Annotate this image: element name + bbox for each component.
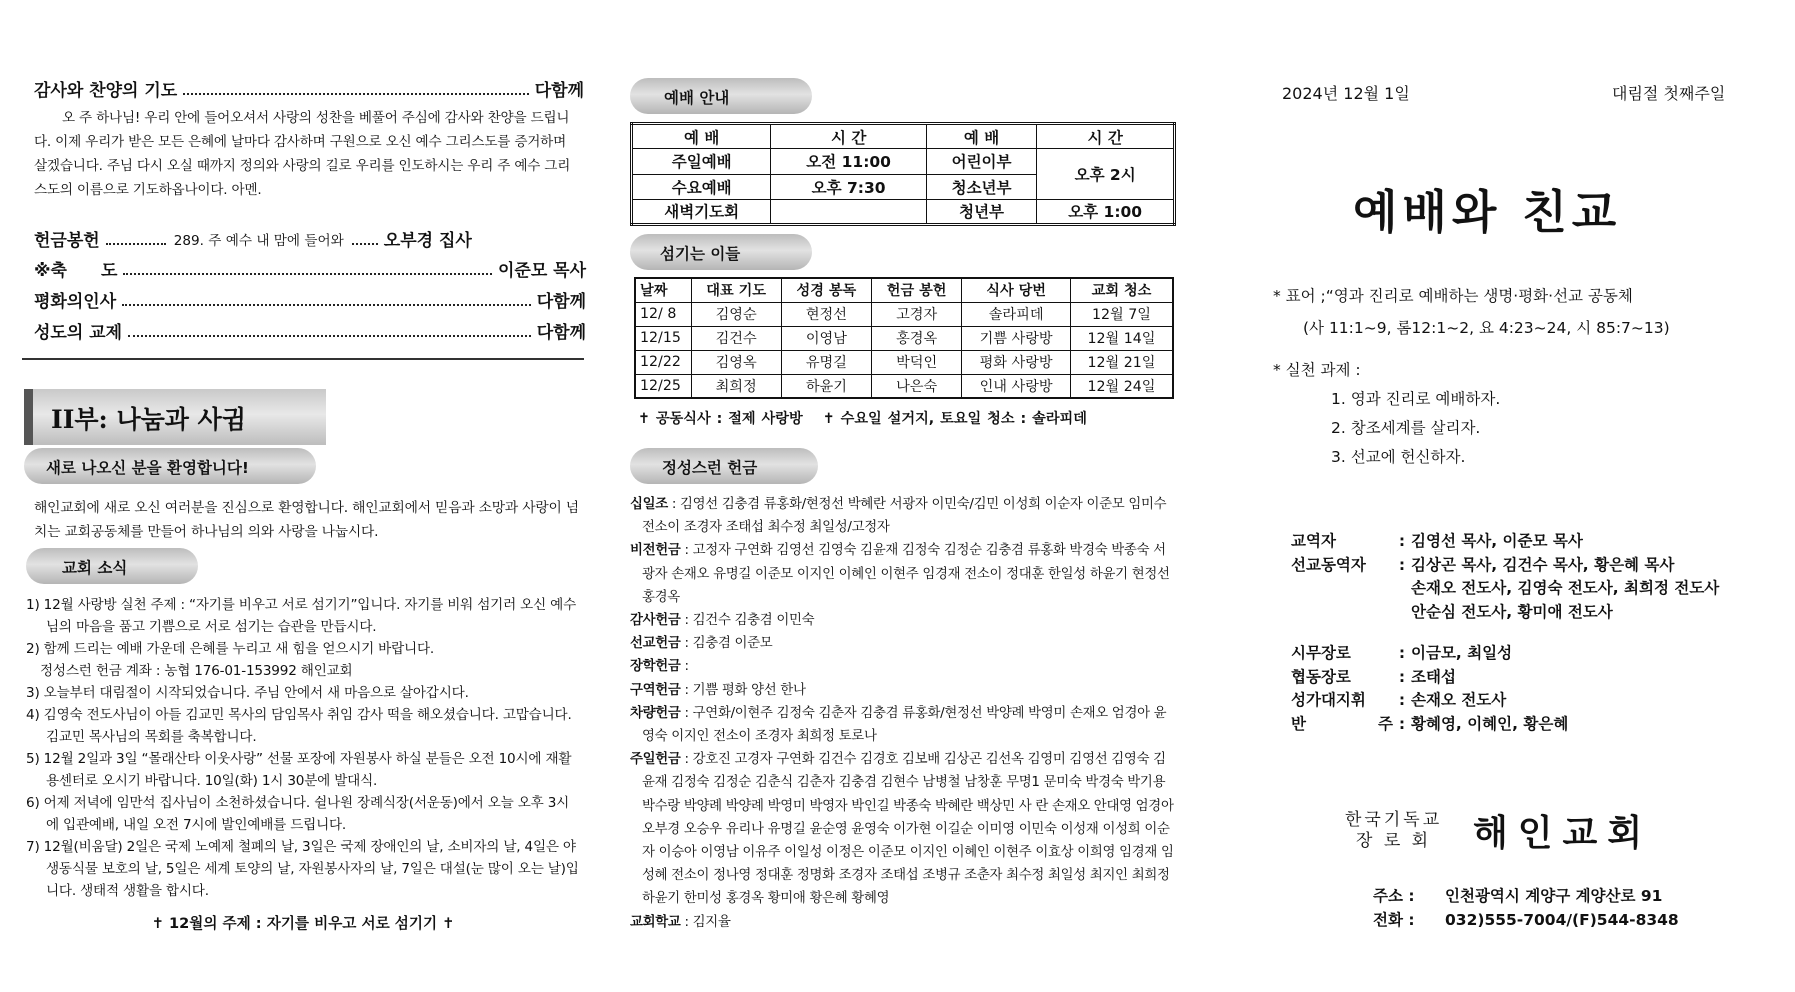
table-cell: 박덕인 xyxy=(872,350,962,374)
offering-label: 교회학교 xyxy=(630,914,681,930)
welcome-text: 해인교회에 새로 오신 여러분을 진심으로 환영합니다. 해인교회에서 믿음과 소망과 사랑이 넘치는 교회공동체를 만들어 하나님의 의와 사랑을 나눕시다. xyxy=(34,500,579,540)
service-heading: 예배 안내 xyxy=(630,78,812,114)
order-leader: 다함께 xyxy=(536,323,586,343)
right-column xyxy=(1255,0,1795,992)
table-cell: 수요예배 xyxy=(632,174,771,199)
table-cell: 현정선 xyxy=(781,302,871,326)
staff-row xyxy=(1291,713,1791,737)
staff-row xyxy=(1291,530,1791,554)
offering-item: 감사헌금 : 김건수 김충겸 이민숙 xyxy=(630,613,815,629)
staff-role: 교역자 xyxy=(1291,532,1336,550)
table-row xyxy=(635,302,1173,326)
table-cell: 12/25 xyxy=(635,374,691,398)
table-row xyxy=(635,326,1173,350)
order-name: 헌금봉헌 xyxy=(34,231,100,251)
order-leader: 이준모 목사 xyxy=(497,261,586,281)
dotted-leader xyxy=(122,304,531,306)
part-two-title: II부: 나눔과 사귐 xyxy=(24,389,326,445)
offering-names: 김영선 김충겸 류홍화/현정선 박혜란 서광자 이민숙/김민 이성희 이순자 이준모 임미수 전소이 조경자 조태섭 최수정 최일성/고정자 xyxy=(642,497,1167,536)
section-divider xyxy=(22,358,584,360)
staff-role: 시무장로 xyxy=(1291,644,1351,662)
offering-label: 장학헌금 xyxy=(630,659,681,675)
address: 인천광역시 계양구 계양산로 91 xyxy=(1445,887,1663,905)
staff-role: 성가대지휘 xyxy=(1291,691,1366,709)
offering-label: 차량헌금 xyxy=(630,705,681,721)
offering-label: 구역헌금 xyxy=(630,682,681,698)
order-row-offering xyxy=(34,226,586,251)
table-cell: 새벽기도회 xyxy=(632,199,771,224)
colon: : xyxy=(1398,667,1406,686)
motto-scripture: (사 11:1~9, 롬12:1~2, 요 4:23~24, 시 85:7~13) xyxy=(1303,319,1670,337)
elders-list xyxy=(1291,642,1791,736)
news-item: 5) 12월 2일과 3일 “몰래산타 이웃사랑” 선물 포장에 자원봉사 하실 분들은 오전 10시에 재활용센터로 오시기 바랍니다. 10일(화) 1시 30분에 발대식. xyxy=(26,751,572,789)
table-cell: 12월 21일 xyxy=(1071,350,1174,374)
news-heading: 교회 소식 xyxy=(26,548,198,584)
table-cell: 12월 14일 xyxy=(1071,326,1174,350)
table-cell: 청년부 xyxy=(926,199,1036,224)
tasks-title: * 실천 과제 : xyxy=(1273,361,1361,379)
dotted-leader xyxy=(352,243,378,245)
table-header: 날짜 xyxy=(635,278,691,302)
dotted-leader xyxy=(128,335,531,337)
table-header: 헌금 봉헌 xyxy=(872,278,962,302)
motto xyxy=(1273,280,1793,344)
prayer-text: 오 주 하나님! 우리 안에 들어오셔서 사랑의 성찬을 베풀어 주심에 감사와 찬양을 드립니다. 이제 우리가 받은 모든 은혜에 날마다 감사하며 구원으로 오신 예수 그리스도를 증거하며 살겠습니다. 주님 다시 오실 때까지 정의와 사랑의 길로 우리를 인도하시는 우리 주 예수 그리스도의 이름으로 기도하옵나이다. 아멘. xyxy=(34,110,571,198)
dotted-leader xyxy=(123,273,492,275)
offering-item: 교회학교 : 김지율 xyxy=(630,914,731,930)
news-item: 2) 함께 드리는 예배 가운데 은혜를 누리고 새 힘을 얻으시기 바랍니다. xyxy=(26,641,435,657)
table-row xyxy=(635,374,1173,398)
table-cell: 오후 1:00 xyxy=(1037,199,1175,224)
order-leader: 오부경 집사 xyxy=(383,231,472,251)
staff-role: 반 주 xyxy=(1291,714,1393,733)
denomination-line: 장 로 회 xyxy=(1356,831,1432,851)
offering-names: 기쁨 평화 양선 한나 xyxy=(692,682,806,698)
address-label: 주소 : xyxy=(1373,887,1415,905)
service-table xyxy=(630,122,1176,226)
offering-names: 강호진 고경자 구연화 김건수 김경호 김보배 김상곤 김선옥 김영미 김영선 김영숙 김윤재 김정숙 김정순 김춘식 김춘자 김충겸 김현수 남병철 남창훈 무명1 문미숙 박경숙 박기용 박수랑 박양례 박양례 박영미 박영자 박인길 박종숙 박혜란 백상민 사 란 손재오 안대영 엄경아 오부경 오승우 유리나 유명길 윤순영 윤영숙 이가현 이길순 이미영 이민숙 이성재 이성희 이순자 이승아 이영남 이유주 이일성 이정은 이준모 이지인 이혜인 이현주 이효상 이희영 임경재 임성혜 전소이 정나영 정대훈 정명화 조경자 조태섭 조병규 조춘자 최수정 최일성 최지인 최희정 하윤기 한미성 홍경옥 황미애 황은혜 황혜영 xyxy=(642,752,1174,907)
offering-item: 장학헌금 : xyxy=(630,659,689,675)
prayer-title: 감사와 찬양의 기도 xyxy=(34,81,178,101)
table-cell: 최희정 xyxy=(691,374,781,398)
table-header: 예 배 xyxy=(632,124,771,149)
table-cell: 나은숙 xyxy=(872,374,962,398)
motto-line: * 표어 ;“영과 진리로 예배하는 생명·평화·선교 공동체 xyxy=(1273,287,1633,305)
table-cell: 김건수 xyxy=(691,326,781,350)
table-cell: 12/15 xyxy=(635,326,691,350)
offering-heading: 정성스런 헌금 xyxy=(630,448,818,484)
dotted-leader xyxy=(183,76,529,95)
offering-label: 선교헌금 xyxy=(630,636,681,652)
task-item: 1. 영과 진리로 예배하자. xyxy=(1331,390,1501,408)
offering-list xyxy=(630,493,1178,934)
staff-line: 김상곤 목사, 김건수 목사, 황은혜 목사 xyxy=(1411,555,1675,574)
table-cell: 오전 11:00 xyxy=(771,149,926,174)
news-item: 1) 12월 사랑방 실천 주제 : “자기를 비우고 서로 섬기기”입니다. 자기를 비워 섬기러 오신 예수님의 마음을 품고 기쁨으로 서로 섬기는 습관을 만듭시다. xyxy=(26,597,577,635)
table-cell: 김영옥 xyxy=(691,350,781,374)
staff-names xyxy=(1411,554,1791,625)
task-item: 2. 창조세계를 살리자. xyxy=(1331,419,1481,437)
table-header: 식사 당번 xyxy=(962,278,1071,302)
phone-row xyxy=(1373,908,1679,932)
order-hymn: 289. 주 예수 내 맘에 들어와 xyxy=(173,233,344,249)
table-cell: 12월 7일 xyxy=(1071,302,1174,326)
table-cell: 어린이부 xyxy=(926,149,1036,174)
table-cell: 12월 24일 xyxy=(1071,374,1174,398)
staff-names: 손재오 전도사 xyxy=(1411,691,1507,709)
offering-names: 김충겸 이준모 xyxy=(692,636,773,652)
offering-item: 주일헌금 : 강호진 고경자 구연화 김건수 김경호 김보배 김상곤 김선옥 김영미 김영선 김영숙 김윤재 김정숙 김정순 김춘식 김춘자 김충겸 김현수 남병철 남창훈 무명1 문미숙 박경숙 박기용 박수랑 박양례 박양례 박영미 박영자 박인길 박종숙 박혜란 백상민 사 란 손재오 안대영 엄경아 오부경 오승우 유리나 유명길 윤순영 윤영숙 이가현 이길순 이미영 이민숙 이성재 이성희 이순자 이승아 이영남 이유주 이일성 이정은 이준모 이지인 이혜인 이현주 이효상 이희영 임경재 임성혜 전소이 정나영 정대훈 정명화 조경자 조태섭 조병규 조춘자 최수정 최일성 최지인 최희정 하윤기 한미성 홍경옥 황미애 황은혜 황혜영 xyxy=(630,752,1174,907)
contact-info xyxy=(1373,884,1679,932)
servers-note: ✝ 공동식사 : 절제 사랑방 ✝ 수요일 설거지, 토요일 청소 : 솔라피데 xyxy=(638,411,1087,427)
staff-role: 협동장로 xyxy=(1291,667,1351,686)
colon: : xyxy=(1398,714,1406,733)
staff-names: 조태섭 xyxy=(1411,667,1456,686)
offering-label: 비전헌금 xyxy=(630,543,681,559)
table-cell: 기쁨 사랑방 xyxy=(962,326,1071,350)
table-cell: 오후 7:30 xyxy=(771,174,926,199)
offering-names: 구연화/이현주 김정숙 김춘자 김충겸 류홍화/현정선 박양례 박영미 손재오 엄경아 윤영숙 이지인 전소이 조경자 최희정 토로나 xyxy=(642,705,1167,745)
staff-row xyxy=(1291,689,1791,713)
task-item: 3. 선교에 헌신하자. xyxy=(1331,448,1466,466)
address-row xyxy=(1373,884,1679,908)
offering-label: 주일헌금 xyxy=(630,752,681,768)
prayer-leader: 다함께 xyxy=(534,81,584,101)
order-row-peace xyxy=(34,287,586,312)
table-row xyxy=(632,124,1175,149)
offering-names: 김지율 xyxy=(692,914,731,930)
news-list xyxy=(26,594,580,902)
denomination xyxy=(1345,810,1442,852)
staff-row xyxy=(1291,666,1791,690)
table-cell: 청소년부 xyxy=(926,174,1036,199)
left-column xyxy=(22,0,584,992)
order-leader: 다함께 xyxy=(536,292,586,312)
table-cell: 주일예배 xyxy=(632,149,771,174)
table-row xyxy=(632,199,1175,224)
news-item: 정성스런 헌금 계좌 : 농협 176-01-153992 해인교회 xyxy=(40,663,353,679)
offering-item: 구역헌금 : 기쁨 평화 양선 한나 xyxy=(630,682,806,698)
staff-names: 이금모, 최일성 xyxy=(1411,644,1513,662)
staff-names: 황혜영, 이혜인, 황은혜 xyxy=(1411,714,1569,733)
news-item: 4) 김영숙 전도사님이 아들 김교민 목사의 담임목사 취임 감사 떡을 해오셨습니다. 고맙습니다. 김교민 목사님의 목회를 축복합니다. xyxy=(26,707,572,745)
offering-names: 김건수 김충겸 이민숙 xyxy=(692,613,815,629)
order-row-benediction xyxy=(34,256,586,281)
table-cell: 하윤기 xyxy=(781,374,871,398)
table-row xyxy=(635,350,1173,374)
welcome-heading: 새로 나오신 분을 환영합니다! xyxy=(24,448,316,484)
table-cell: 평화 사랑방 xyxy=(962,350,1071,374)
table-cell: 오후 2시 xyxy=(1037,149,1175,200)
table-row xyxy=(632,149,1175,174)
table-cell: 홍경옥 xyxy=(872,326,962,350)
table-row xyxy=(635,278,1173,302)
table-cell xyxy=(771,199,926,224)
monthly-theme: ✝ 12월의 주제 : 자기를 비우고 서로 섬기기 ✝ xyxy=(151,915,455,932)
dotted-leader xyxy=(106,243,166,245)
offering-item: 비전헌금 : 고정자 구연화 김영선 김영숙 김윤재 김정숙 김정순 김충겸 류홍화 박경숙 박종숙 서광자 손재오 유명길 이준모 이지인 이혜인 이현주 임경재 전소이 정대훈 한일성 하윤기 현정선 홍경옥 xyxy=(630,543,1170,605)
table-cell: 인내 사랑방 xyxy=(962,374,1071,398)
news-item: 3) 오늘부터 대림절이 시작되었습니다. 주님 안에서 새 마음으로 살아갑시다. xyxy=(26,685,469,701)
offering-label: 십일조 xyxy=(630,497,668,512)
staff-list xyxy=(1291,530,1791,624)
table-header: 시 간 xyxy=(771,124,926,149)
colon: : xyxy=(1398,691,1406,709)
order-name: 평화의인사 xyxy=(34,292,117,312)
offering-label: 감사헌금 xyxy=(630,613,681,629)
table-header: 교회 청소 xyxy=(1071,278,1174,302)
news-item: 6) 어제 저녁에 임만석 집사님이 소천하셨습니다. 쉴나원 장례식장(서운동)에서 오늘 오후 3시에 입관예배, 내일 오전 7시에 발인예배를 드립니다. xyxy=(26,795,570,833)
staff-role: 선교동역자 xyxy=(1291,555,1366,574)
order-row-fellowship xyxy=(34,318,586,343)
offering-names: 고정자 구연화 김영선 김영숙 김윤재 김정숙 김정순 김충겸 류홍화 박경숙 박종숙 서광자 손재오 유명길 이준모 이지인 이혜인 이현주 임경재 전소이 정대훈 한일성 하윤기 현정선 홍경옥 xyxy=(642,543,1170,605)
order-name: ※축 도 xyxy=(34,261,118,281)
liturgical-sunday: 대림절 첫째주일 xyxy=(1612,84,1726,103)
prayer-heading xyxy=(34,76,584,101)
staff-row xyxy=(1291,554,1791,625)
middle-column xyxy=(630,0,1185,992)
bulletin-title: 예배와 친교 xyxy=(1353,185,1622,239)
staff-line: 안순심 전도사, 황미애 전도사 xyxy=(1411,602,1613,621)
offering-item: 십일조 : 김영선 김충겸 류홍화/현정선 박혜란 서광자 이민숙/김민 이성희 이순자 이준모 임미수 전소이 조경자 조태섭 최수정 최일성/고정자 xyxy=(630,497,1167,536)
staff-row xyxy=(1291,642,1791,666)
table-cell: 솔라피데 xyxy=(962,302,1071,326)
table-cell: 이영남 xyxy=(781,326,871,350)
offering-item: 차량헌금 : 구연화/이현주 김정숙 김춘자 김충겸 류홍화/현정선 박양례 박영미 손재오 엄경아 윤영숙 이지인 전소이 조경자 최희정 토로나 xyxy=(630,705,1167,745)
news-item: 7) 12월(비움달) 2일은 국제 노예제 철폐의 날, 3일은 국제 장애인의 날, 소비자의 날, 4일은 야생동식물 보호의 날, 5일은 세계 토양의 날, 자원봉사자의 날, 7일은 대설(눈 많이 오는 날)입니다. 생태적 생활을 합시다. xyxy=(26,839,579,899)
table-cell: 12/22 xyxy=(635,350,691,374)
church-name: 해인교회 xyxy=(1473,813,1653,854)
staff-line: 손재오 전도사, 김영숙 전도사, 최희정 전도사 xyxy=(1411,579,1720,597)
staff-names: 김영선 목사, 이준모 목사 xyxy=(1411,532,1583,550)
table-cell: 고경자 xyxy=(872,302,962,326)
servers-table xyxy=(634,277,1174,399)
table-header: 대표 기도 xyxy=(691,278,781,302)
practice-tasks xyxy=(1273,356,1773,472)
colon: : xyxy=(1398,555,1406,574)
table-cell: 12/ 8 xyxy=(635,302,691,326)
colon: : xyxy=(1398,644,1406,662)
table-cell: 유명길 xyxy=(781,350,871,374)
table-header: 성경 봉독 xyxy=(781,278,871,302)
order-name: 성도의 교제 xyxy=(34,323,123,343)
offering-item: 선교헌금 : 김충겸 이준모 xyxy=(630,636,773,652)
bulletin-date: 2024년 12월 1일 xyxy=(1282,84,1410,103)
servers-heading: 섬기는 이들 xyxy=(630,234,812,270)
table-cell: 김영순 xyxy=(691,302,781,326)
table-header: 예 배 xyxy=(926,124,1036,149)
colon: : xyxy=(1398,532,1406,550)
phone-label: 전화 : xyxy=(1373,911,1415,929)
table-header: 시 간 xyxy=(1037,124,1175,149)
phone: 032)555-7004/(F)544-8348 xyxy=(1445,911,1679,929)
denomination-line: 한국기독교 xyxy=(1345,810,1443,830)
